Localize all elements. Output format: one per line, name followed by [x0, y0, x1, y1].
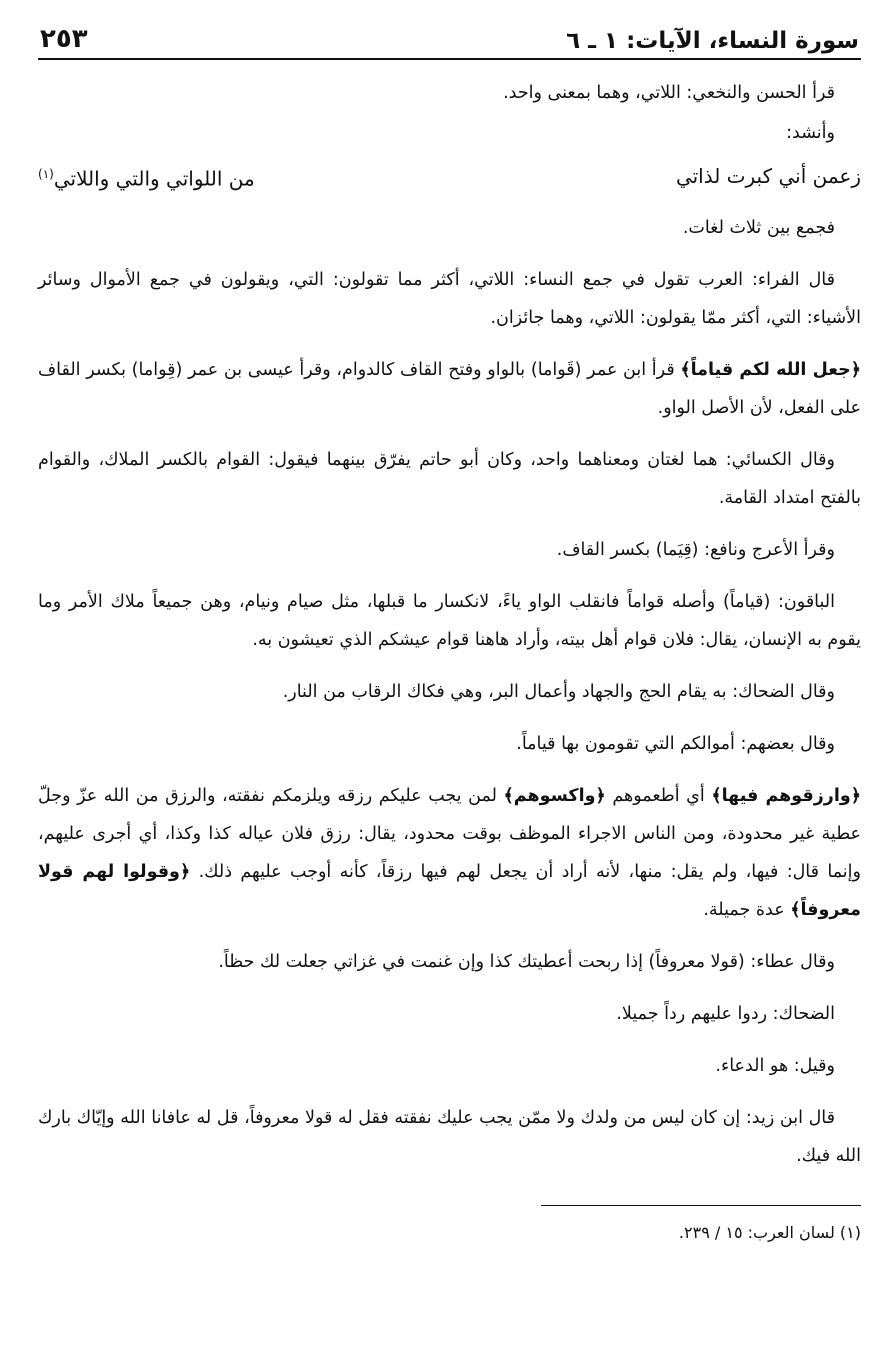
- page-number: ٢٥٣: [40, 24, 88, 54]
- quran-quote: ﴿جعل الله لكم قياماً﴾: [680, 359, 861, 380]
- footnote-marker: (١): [839, 1222, 861, 1242]
- page-body: [38, 74, 861, 1175]
- poetry-verse: [38, 154, 861, 199]
- paragraph: ﴿جعل الله لكم قياماً﴾ قرأ ابن عمر (قَواما) بالواو وفتح القاف كالدوام، وقرأ عيسى بن عمر (قِواما) بكسر القاف على الفعل، لأن الأصل الواو.: [38, 359, 861, 418]
- paragraph: الباقون: (قياماً) وأصله قواماً فانقلب الواو ياءً، لانكسار ما قبلها، مثل صيام ونيام، وهن جميعاً ملاك الأمر وما يقوم به الإنسان، يقال: فلان قوام أهل بيته، وأراد هاهنا قوام عيشكم الذي تعيشون به.: [38, 591, 861, 650]
- paragraph: وقال بعضهم: أموالكم التي تقومون بها قياماً.: [516, 733, 835, 754]
- paragraph: فجمع بين ثلاث لغات.: [682, 217, 835, 238]
- quran-quote: ﴿وقولوا لهم قولا معروفاً﴾: [38, 861, 861, 920]
- chapter-title: سورة النساء، الآيات: ١ ـ ٦: [566, 28, 859, 54]
- paragraph: قال الفراء: العرب تقول في جمع النساء: اللاتي، أكثر مما تقولون: التي، ويقولون في جمع الأموال وسائر الأشياء: التي، أكثر ممّا يقولون: اللاتي، وهما جائزان.: [38, 269, 861, 328]
- paragraph: ﴿وارزقوهم فيها﴾ أي أطعموهم ﴿واكسوهم﴾ لمن يجب عليكم رزقه ويلزمكم نفقته، والرزق من الله عزّ وجلّ عطية غير محدودة، ومن الناس الاجراء الموظف بوقت محدود، يقال: رزق فلان عياله كذا وكذا، أي أجرى عليهم، وإنما قال: فيها، ولم يقل: منها، لأنه أراد أن يجعل لهم فيها رزقاً، كأنه أوجب عليهم ذلك. ﴿وقولوا لهم قولا معروفاً﴾ عدة جميلة.: [38, 785, 862, 920]
- verse-second-hemistich: من اللواتي والتي واللاتي$^{(١)}$: [38, 166, 255, 191]
- footnote-text: لسان العرب: ١٥ / ٢٣٩.: [678, 1222, 835, 1242]
- quran-quote: ﴿واكسوهم﴾: [503, 785, 606, 806]
- paragraph: وقال الضحاك: به يقام الحج والجهاد وأعمال البر، وهي فكاك الرقاب من النار.: [282, 681, 835, 702]
- paragraph: وقرأ الأعرج ونافع: (قِيَما) بكسر القاف.: [556, 539, 835, 560]
- verse-first-hemistich: زعمن أني كبرت لذاتي: [675, 164, 861, 189]
- page-header: [38, 22, 861, 60]
- paragraph: وقال الكسائي: هما لغتان ومعناهما واحد، وكان أبو حاتم يفرّق بينهما فيقول: القوام بالكسر الملاك، والقوام بالفتح امتداد القامة.: [38, 449, 861, 508]
- paragraph: وقال عطاء: (قولا معروفاً) إذا ربحت أعطيتك كذا وإن غنمت في غزاتي جعلت لك حظاً.: [218, 951, 835, 972]
- paragraph: قرأ الحسن والنخعي: اللاتي، وهما بمعنى واحد.: [503, 83, 835, 103]
- footnote-reference: (١): [38, 167, 54, 181]
- footnote-divider: [541, 1205, 861, 1206]
- quran-quote: ﴿وارزقوهم فيها﴾: [711, 785, 862, 806]
- paragraph: قال ابن زيد: إن كان ليس من ولدك ولا ممّن يجب عليك نفقته فقل له قولا معروفاً، قل له عافانا الله وإيّاك بارك الله فيك.: [38, 1107, 861, 1166]
- paragraph: الضحاك: ردوا عليهم رداً جميلا.: [616, 1003, 835, 1024]
- page: [38, 22, 861, 1371]
- paragraph: وقيل: هو الدعاء.: [715, 1055, 835, 1076]
- paragraph: وأنشد:: [786, 123, 835, 143]
- footnote: [38, 1216, 861, 1250]
